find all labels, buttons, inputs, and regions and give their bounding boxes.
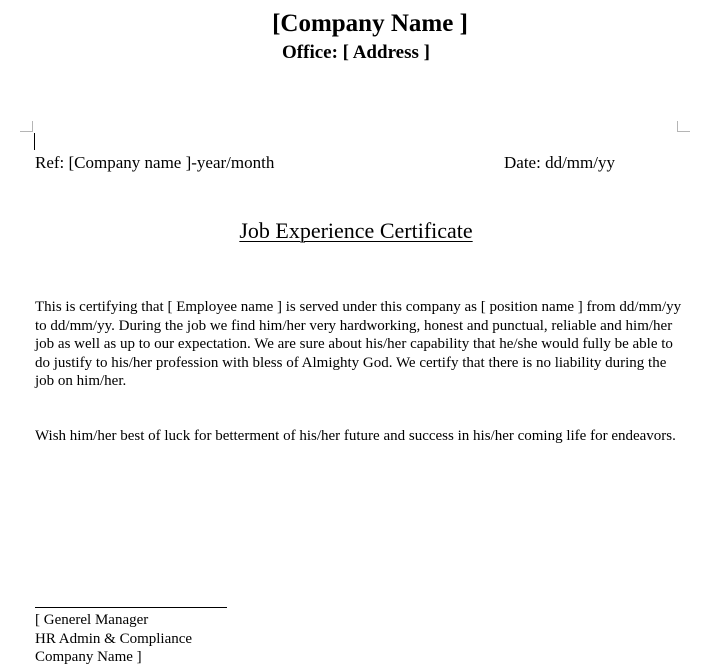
- page-margin-corner-left: [20, 121, 33, 132]
- company-name-heading: [Company Name ]: [272, 10, 468, 37]
- signatory-department: HR Admin & Compliance: [35, 630, 193, 647]
- signature-line: [35, 607, 227, 608]
- page-margin-corner-right: [677, 121, 690, 132]
- signatory-company: Company Name ]: [35, 649, 142, 665]
- signature-block[interactable]: [35, 611, 192, 667]
- well-wishes-paragraph[interactable]: Wish him/her best of luck for betterment of his/her future and success in his/her coming life for endeavors.: [35, 428, 676, 444]
- text-cursor: [34, 133, 35, 150]
- document-date[interactable]: Date: dd/mm/yy: [504, 153, 615, 172]
- certificate-body-paragraph[interactable]: This is certifying that [ Employee name ] is served under this company as [ position name ] from dd/mm/yy to dd/mm/yy. During the job we find him/her very hardworking, honest and punctual, reliable and him/her job as well as up to our expectation. We are sure about his/her capability that he/she would fully be able to do justify to his/her profession with bless of Almighty God. We certify that there is no liability during the job on him/her.: [35, 299, 682, 389]
- reference-number[interactable]: Ref: [Company name ]-year/month: [35, 153, 275, 172]
- certificate-title[interactable]: Job Experience Certificate: [239, 218, 473, 243]
- signatory-title: [ Generel Manager: [35, 612, 149, 628]
- office-address-heading: Office: [ Address ]: [282, 42, 430, 63]
